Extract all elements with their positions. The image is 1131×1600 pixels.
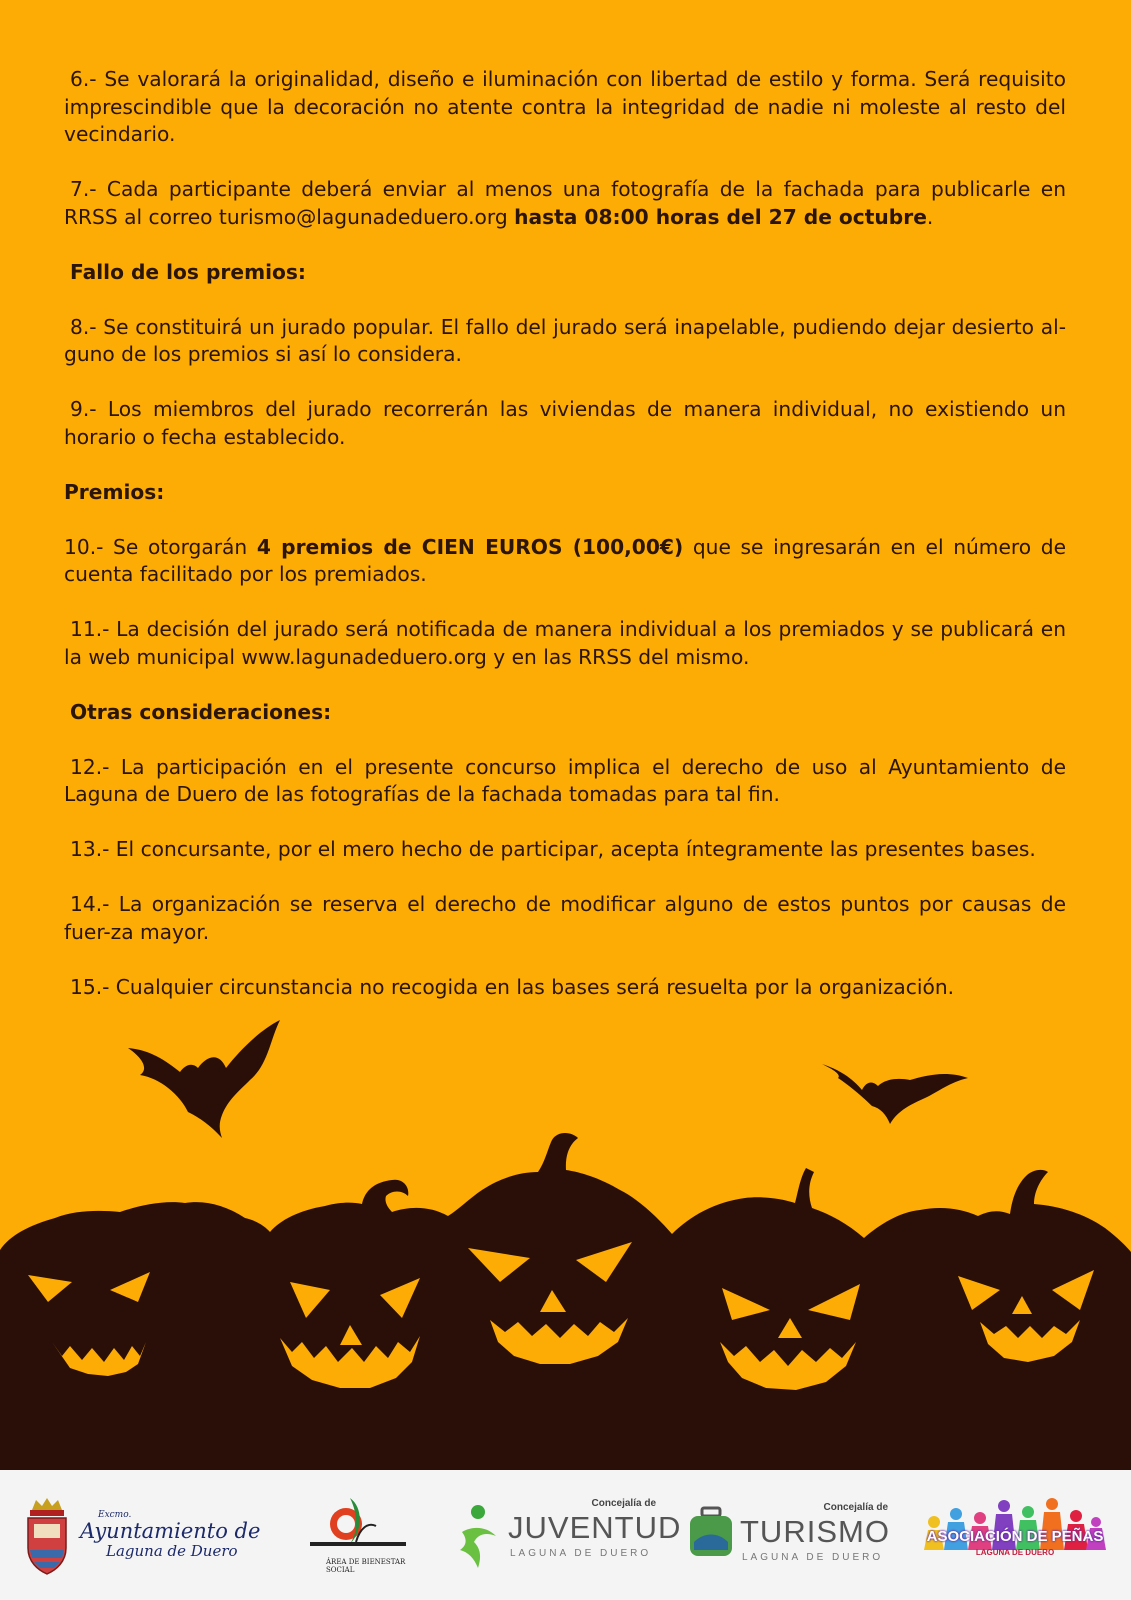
ayto-name: Ayuntamiento de	[80, 1519, 261, 1543]
rule-10-end: que se ingresarán en el número de cuenta facilitado por los premiados.	[64, 534, 1066, 586]
penas-title: ASOCIACIÓN DE PEÑAS	[926, 1528, 1104, 1545]
rule-7-end: .	[926, 204, 934, 229]
halloween-illustration	[0, 1020, 1131, 1470]
rules-text	[64, 66, 1066, 1029]
rule-10	[64, 534, 1066, 589]
heading-premios: Premios:	[64, 479, 165, 504]
logo-ayuntamiento[interactable]	[24, 1492, 274, 1582]
juventud-title: JUVENTUD	[508, 1510, 682, 1545]
rule-8: 8.- Se constituirá un jurado popular. El fallo del jurado será inapelable, pudiendo dejar desierto al-guno de los premios si así lo considera.	[64, 314, 1066, 366]
rule-6: 6.- Se valorará la originalidad, diseño e iluminación con libertad de estilo y forma. Será requisito imprescindible que la decoración no atente contra la integridad de nadie ni moleste al resto del vecindario.	[64, 67, 1066, 146]
bat-right-icon	[822, 1064, 968, 1124]
logo-asociacion-penas[interactable]	[920, 1492, 1110, 1582]
ayto-town: Laguna de Duero	[106, 1542, 238, 1560]
rule-7-deadline: hasta 08:00 horas del 27 de octubre	[514, 204, 927, 229]
bat-left-icon	[128, 1020, 280, 1138]
rule-12: 12.- La participación en el presente concurso implica el derecho de uso al Ayuntamiento de Laguna de Duero de las fotografías de la fachada tomadas para tal fin.	[64, 754, 1066, 806]
penas-subtitle: LAGUNA DE DUERO	[975, 1548, 1055, 1557]
rule-7	[64, 176, 1066, 231]
turismo-caption: Concejalía de	[823, 1502, 888, 1513]
logo-bienestar-social[interactable]	[306, 1492, 416, 1582]
heading-fallo: Fallo de los premios:	[70, 259, 306, 284]
coat-of-arms-icon	[24, 1496, 70, 1576]
bienestar-label: ÁREA DE BIENESTAR SOCIAL	[326, 1558, 406, 1574]
turismo-subtitle: LAGUNA DE DUERO	[742, 1552, 884, 1563]
logo-turismo[interactable]	[688, 1492, 888, 1582]
ayto-excmo: Excmo.	[98, 1510, 132, 1520]
rule-14: 14.- La organización se reserva el derecho de modificar alguno de estos puntos por causas de fuer-za mayor.	[64, 892, 1066, 944]
rule-10-text: 10.- Se otorgarán	[64, 534, 257, 559]
sponsor-footer	[0, 1470, 1131, 1600]
suitcase-icon	[688, 1506, 734, 1566]
rule-11: 11.- La decisión del jurado será notificada de manera individual a los premiados y se publicará en la web municipal www.lagunadeduero.org y en las RRSS del mismo.	[64, 617, 1066, 669]
heading-otras: Otras consideraciones:	[70, 699, 332, 724]
rule-10-prize: 4 premios de CIEN EUROS (100,00€)	[256, 534, 684, 559]
bienestar-logo-icon	[306, 1492, 416, 1562]
juventud-subtitle: LAGUNA DE DUERO	[510, 1548, 652, 1559]
logo-juventud[interactable]	[456, 1492, 682, 1582]
juventud-caption: Concejalía de	[591, 1498, 656, 1509]
rule-7-text: 7.- Cada participante deberá enviar al menos una fotografía de la fachada para publicarle en RRSS al correo turismo@lagunadeduero.org	[64, 177, 1066, 229]
turismo-title: TURISMO	[740, 1514, 890, 1549]
rule-15: 15.- Cualquier circunstancia no recogida en las bases será resuelta por la organización.	[70, 974, 955, 999]
rule-13: 13.- El concursante, por el mero hecho de participar, acepta íntegramente las presentes bases.	[70, 837, 1036, 861]
rule-9: 9.- Los miembros del jurado recorrerán las viviendas de manera individual, no existiendo un horario o fecha establecido.	[64, 397, 1066, 449]
pumpkin-silhouettes	[0, 1133, 1131, 1470]
juventud-figure-icon	[456, 1502, 504, 1572]
